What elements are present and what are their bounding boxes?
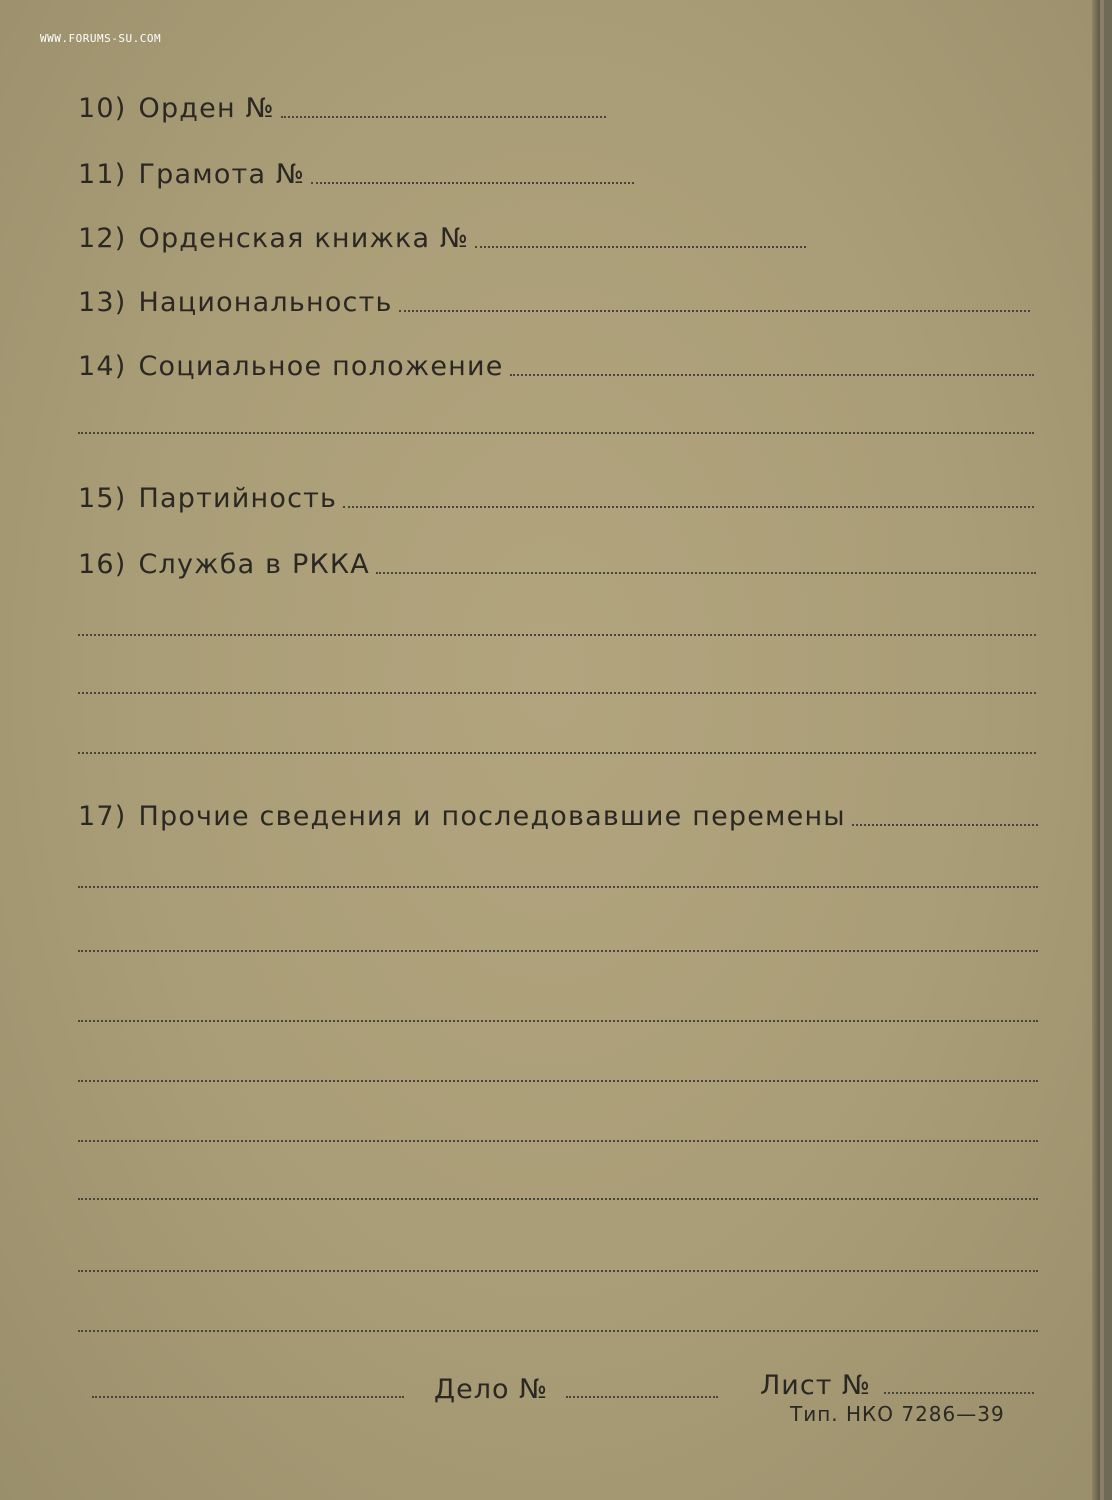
signature-line	[92, 1396, 404, 1398]
blank-line	[78, 886, 1038, 888]
field-label: Прочие сведения и последовавшие перемены	[138, 801, 846, 832]
field-social-status	[78, 346, 1034, 382]
blank-line	[78, 1020, 1038, 1022]
field-number: 12)	[78, 223, 127, 254]
blank-line	[78, 1330, 1038, 1332]
fill-line	[311, 182, 634, 184]
field-certificate	[78, 154, 634, 190]
field-order	[78, 88, 606, 124]
field-other-info	[78, 796, 1038, 832]
field-party	[78, 478, 1034, 514]
field-label: Партийность	[138, 483, 338, 514]
field-number: 13)	[78, 287, 127, 318]
card-edge	[1092, 0, 1100, 1500]
fill-line	[376, 572, 1036, 574]
blank-line	[78, 634, 1036, 636]
field-number: 14)	[78, 351, 127, 382]
field-label: Орден №	[138, 93, 275, 124]
field-nationality	[78, 282, 1030, 318]
field-label: Орденская книжка №	[138, 223, 470, 254]
fill-line	[510, 374, 1034, 376]
fill-line	[281, 116, 606, 118]
watermark: WWW.FORUMS-SU.COM	[40, 32, 162, 45]
field-label: Грамота №	[138, 159, 306, 190]
case-number-line	[566, 1396, 718, 1398]
field-number: 16)	[78, 549, 127, 580]
fill-line	[852, 824, 1038, 826]
field-label: Социальное положение	[138, 351, 504, 382]
field-number: 10)	[78, 93, 127, 124]
blank-line	[78, 1270, 1038, 1272]
blank-line	[78, 950, 1038, 952]
field-number: 11)	[78, 159, 127, 190]
fill-line	[343, 506, 1034, 508]
blank-line	[78, 692, 1036, 694]
case-label: Дело №	[434, 1374, 549, 1405]
field-label: Национальность	[138, 287, 393, 318]
fill-line	[475, 246, 806, 248]
sheet-number-line	[884, 1392, 1034, 1394]
sheet-label: Лист №	[760, 1370, 872, 1401]
blank-line	[78, 1198, 1038, 1200]
field-number: 17)	[78, 801, 127, 832]
blank-line	[78, 1140, 1038, 1142]
blank-line	[78, 1080, 1038, 1082]
field-number: 15)	[78, 483, 127, 514]
fill-line	[399, 310, 1030, 312]
print-mark: Тип. НКО 7286—39	[790, 1402, 1005, 1426]
blank-line	[78, 432, 1034, 434]
blank-line	[78, 752, 1036, 754]
field-order-book	[78, 218, 806, 254]
field-label: Служба в РККА	[138, 549, 370, 580]
field-rkka-service	[78, 544, 1036, 580]
